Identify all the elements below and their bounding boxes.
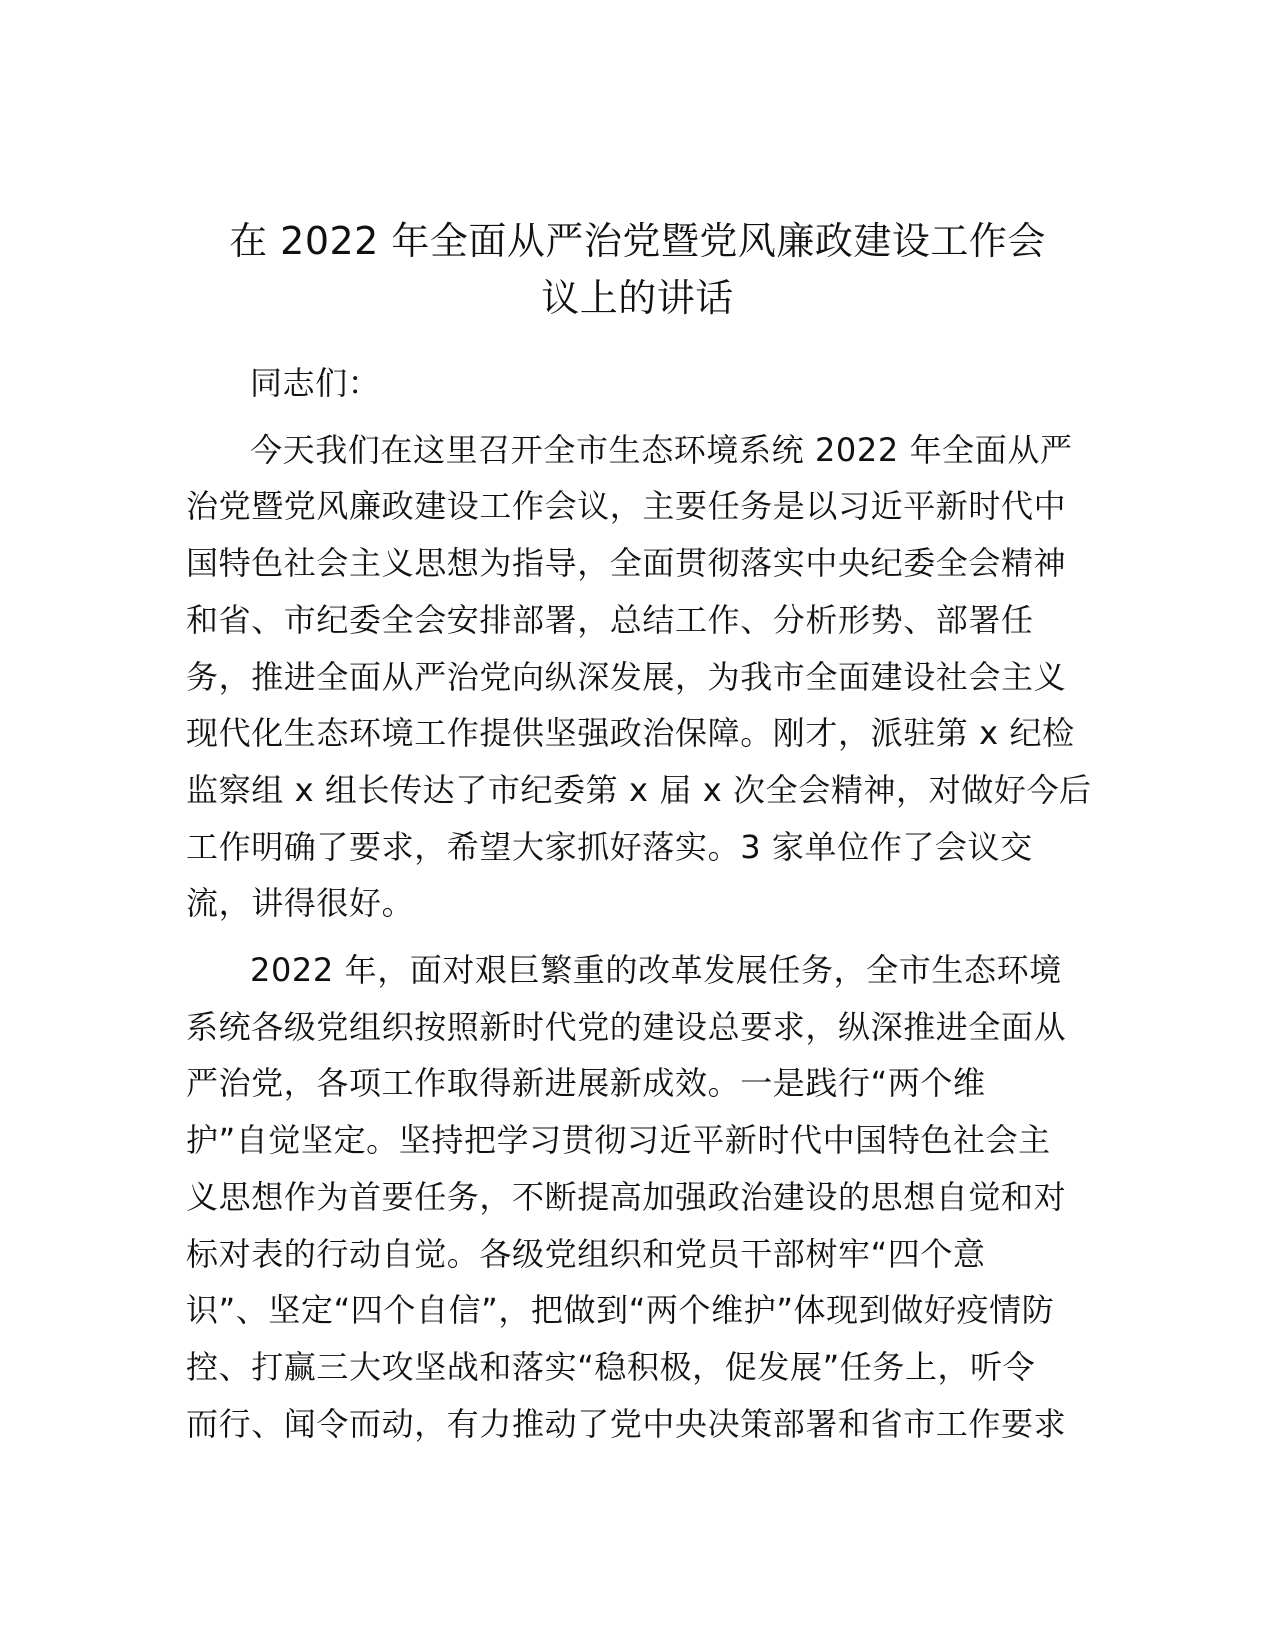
paragraph-review — [186, 942, 1086, 1452]
paragraph-line: 流，讲得很好。 — [186, 884, 415, 923]
paragraph-line: 务，推进全面从严治党向纵深发展，为我市全面建设社会主义 — [186, 657, 1067, 696]
paragraph-line: 今天我们在这里召开全市生态环境系统 2022 年全面从严 — [250, 430, 1073, 469]
paragraph-line: 系统各级党组织按照新时代党的建设总要求，纵深推进全面从 — [186, 1007, 1067, 1046]
paragraph-line: 控、打赢三大攻坚战和落实“稳积极，促发展”任务上，听令 — [186, 1347, 1036, 1386]
paragraph-line: 现代化生态环境工作提供坚强政治保障。刚才，派驻第 x 纪检 — [186, 714, 1075, 753]
paragraph-line: 工作明确了要求，希望大家抓好落实。3 家单位作了会议交 — [186, 827, 1033, 866]
paragraph-line: 识”、坚定“四个自信”，把做到“两个维护”体现到做好疫情防 — [186, 1291, 1055, 1330]
document-title — [160, 213, 1115, 327]
paragraph-line: 而行、闻令而动，有力推动了党中央决策部署和省市工作要求 — [186, 1404, 1067, 1443]
title-line: 在 2022 年全面从严治党暨党风廉政建设工作会 — [229, 219, 1046, 263]
paragraph-line: 2022 年，面对艰巨繁重的改革发展任务，全市生态环境 — [250, 951, 1062, 990]
document-body — [186, 355, 1092, 1462]
salutation-text: 同志们： — [250, 364, 381, 402]
paragraph-line: 监察组 x 组长传达了市纪委第 x 届 x 次全会精神，对做好今后 — [186, 770, 1092, 809]
salutation — [186, 355, 1086, 412]
paragraph-line: 严治党，各项工作取得新进展新成效。一是践行“两个维 — [186, 1064, 986, 1103]
paragraph-line: 和省、市纪委全会安排部署，总结工作、分析形势、部署任 — [186, 600, 1034, 639]
title-line: 议上的讲话 — [541, 276, 734, 320]
paragraph-line: 国特色社会主义思想为指导，全面贯彻落实中央纪委全会精神 — [186, 544, 1067, 583]
paragraph-line: 治党暨党风廉政建设工作会议，主要任务是以习近平新时代中 — [186, 487, 1067, 526]
paragraph-line: 义思想作为首要任务，不断提高加强政治建设的思想自觉和对 — [186, 1177, 1067, 1216]
paragraph-opening — [186, 422, 1092, 932]
paragraph-line: 护”自觉坚定。坚持把学习贯彻习近平新时代中国特色社会主 — [186, 1121, 1051, 1160]
paragraph-line: 标对表的行动自觉。各级党组织和党员干部树牢“四个意 — [186, 1234, 986, 1273]
